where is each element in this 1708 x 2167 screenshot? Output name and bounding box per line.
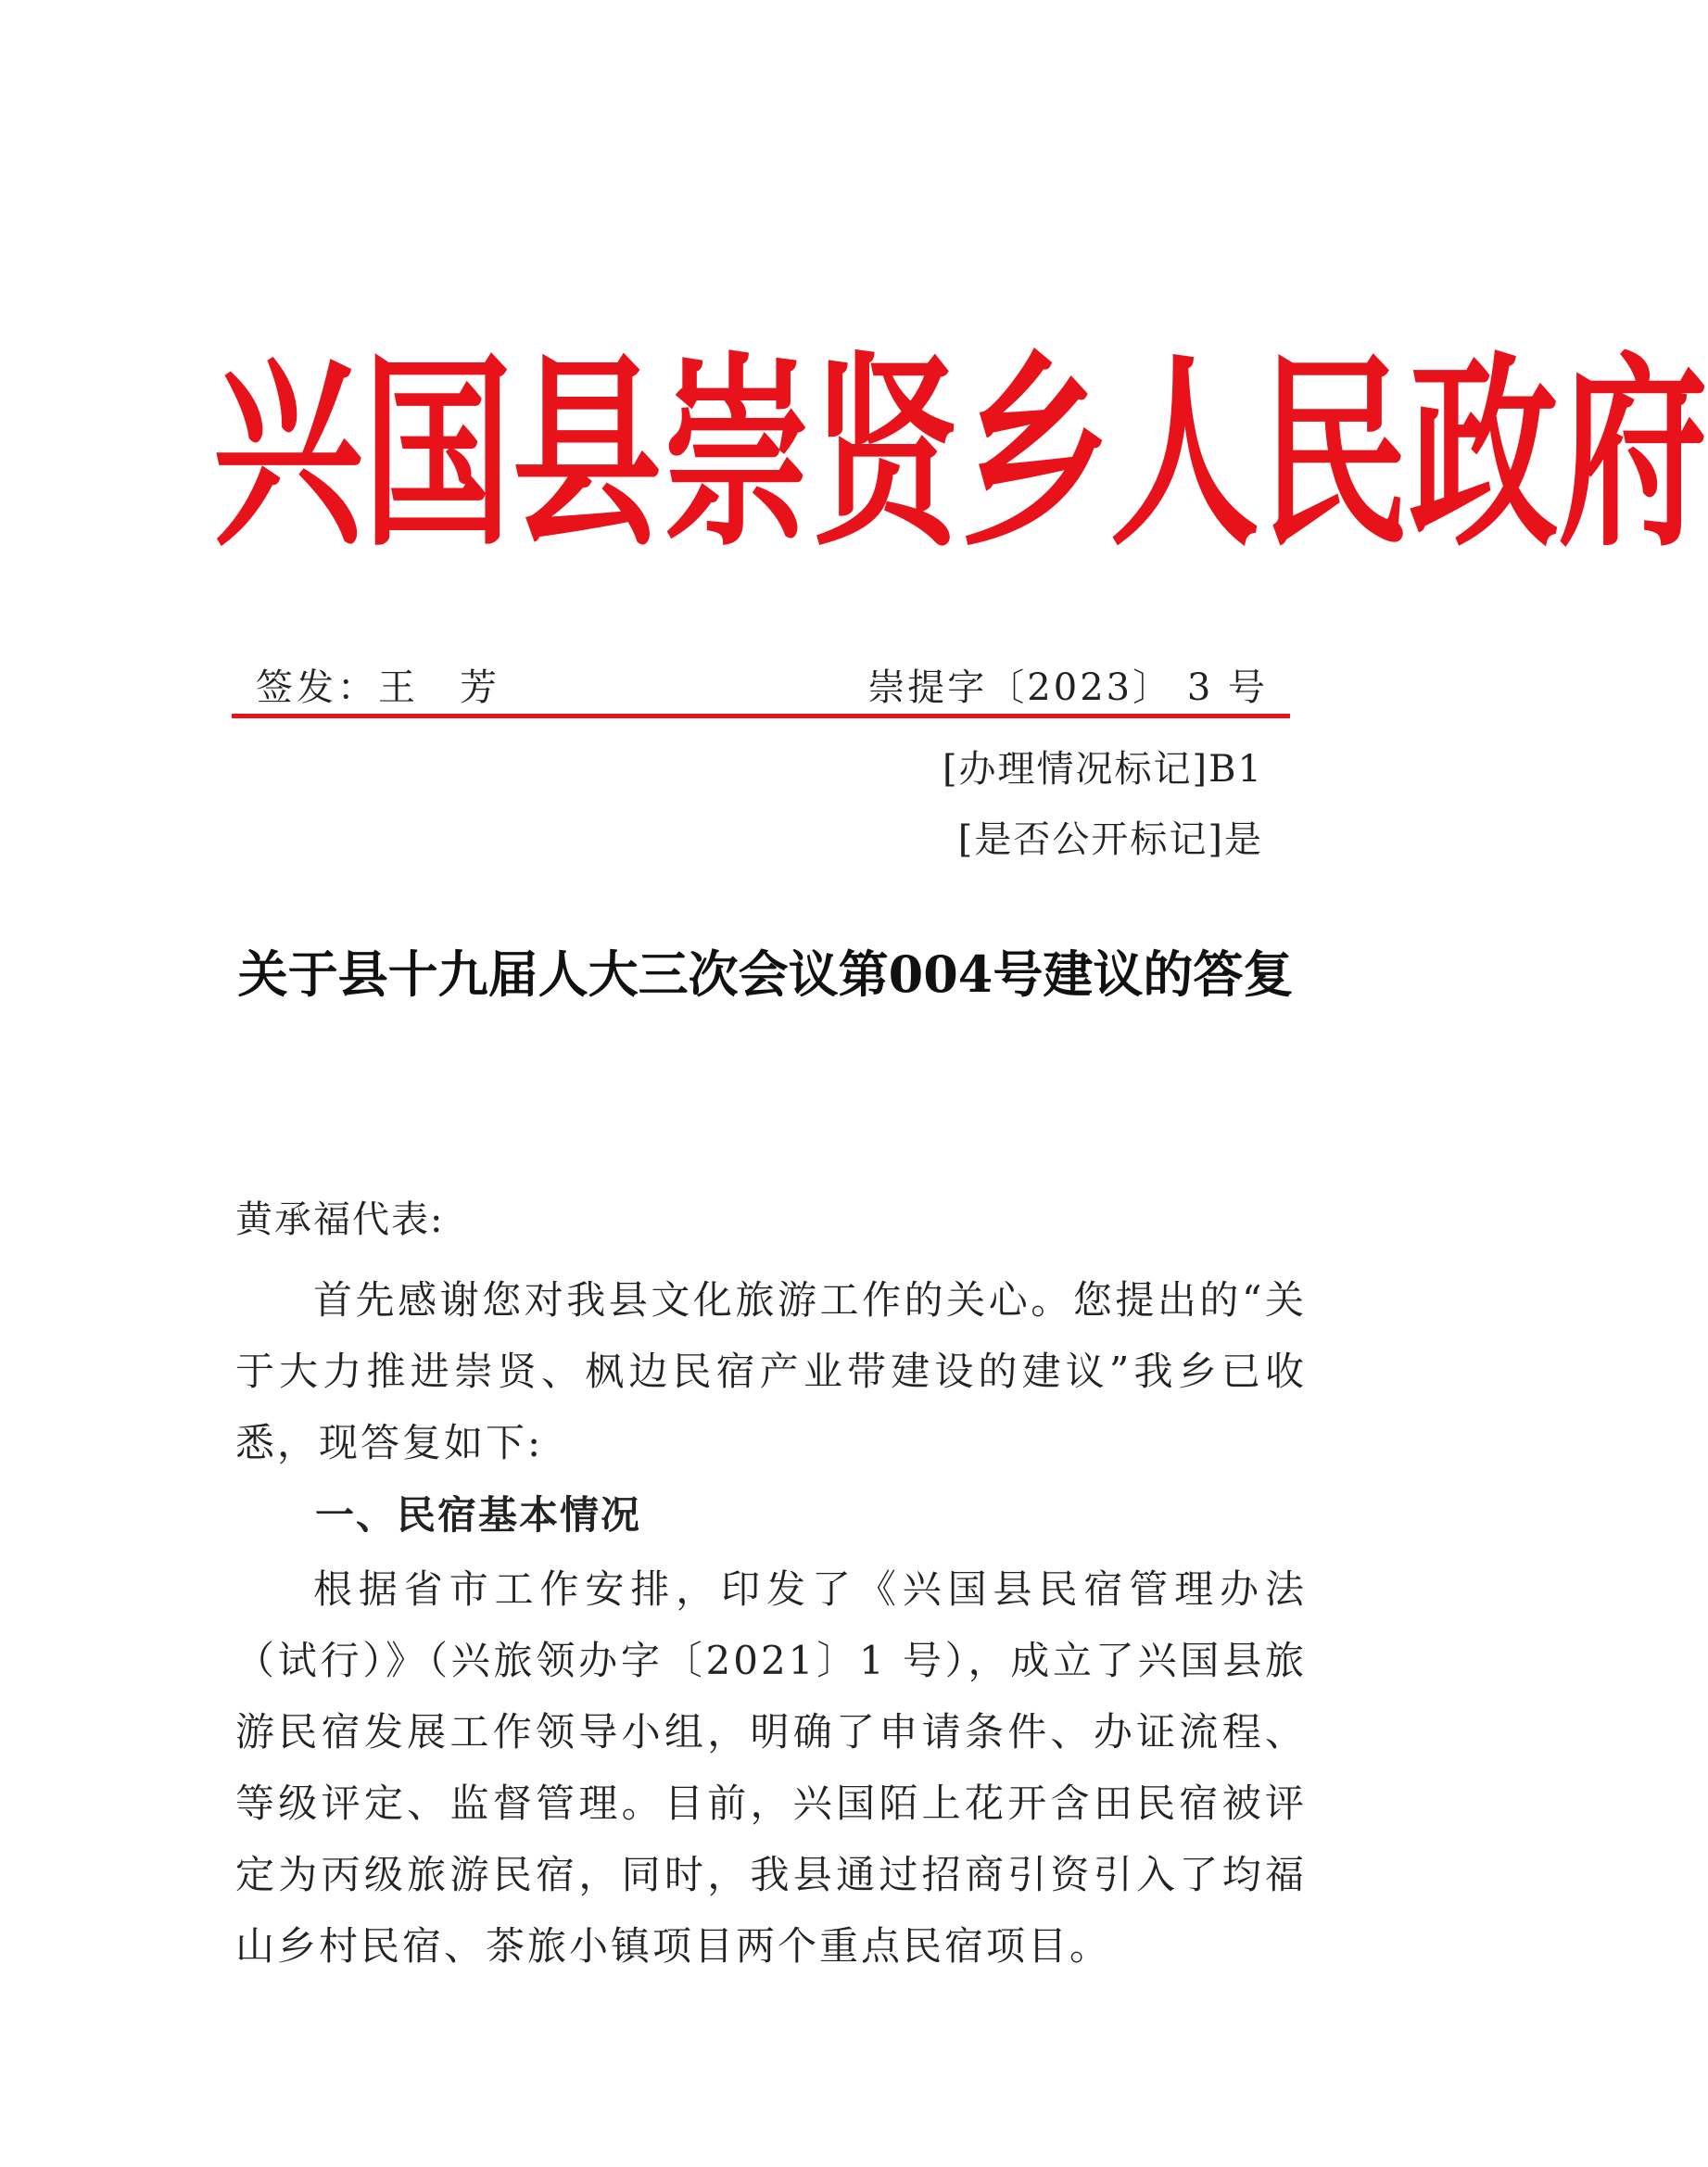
issuing-organization-title: 兴国县崇贤乡人民政府: [213, 335, 1708, 575]
red-separator-line: [232, 714, 1290, 718]
salutation: 黄承福代表:: [235, 1198, 445, 1241]
handling-status-mark: [办理情况标记]B1: [942, 748, 1263, 791]
intro-paragraph: 首先感谢您对我县文化旅游工作的关心。您提出的“关于大力推进崇贤、枫边民宿产业带建设的建议”我乡已收悉，现答复如下:: [235, 1277, 1307, 1465]
disclosure-mark: [是否公开标记]是: [957, 818, 1263, 861]
document-number: 崇提字〔2023〕 3 号: [867, 666, 1268, 709]
document-title: 关于县十九届人大三次会议第004号建议的答复: [237, 944, 1294, 1004]
section-heading: 一、民宿基本情况: [315, 1492, 642, 1538]
body-paragraph: 根据省市工作安排，印发了《兴国县民宿管理办法（试行）》（兴旅领办字〔2021〕1 号），成立了兴国县旅游民宿发展工作领导小组，明确了申请条件、办证流程、等级评定、监督管理。目前，兴国陌上花开含田民宿被评定为丙级旅游民宿，同时，我县通过招商引资引入了均福山乡村民宿、茶旅小镇项目两个重点民宿项目。: [235, 1566, 1307, 1969]
issuance-line: [232, 660, 1290, 716]
signer: 签发：王 芳: [256, 666, 500, 709]
